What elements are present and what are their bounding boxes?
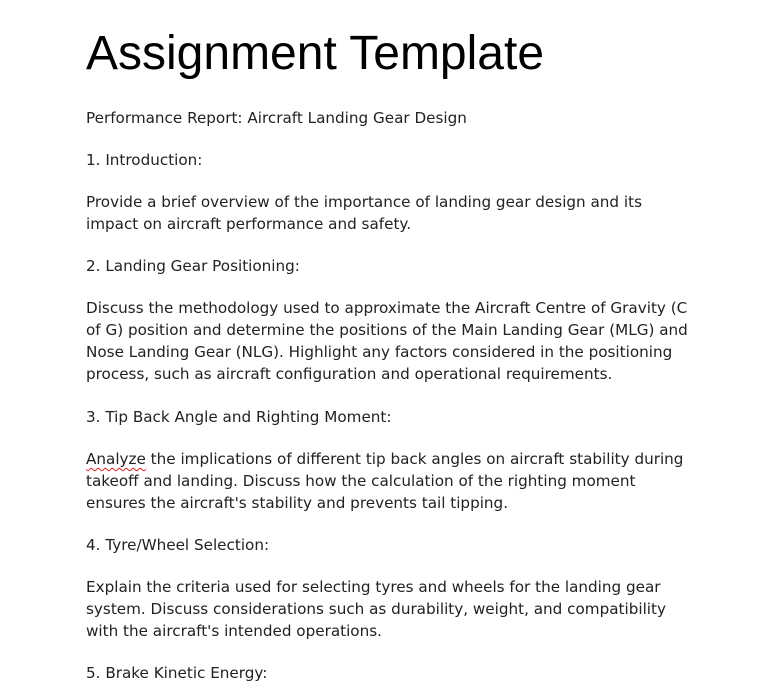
spellcheck-flagged-word[interactable]: Analyze <box>86 450 146 468</box>
section-heading-introduction: 1. Introduction: <box>86 151 203 169</box>
section-heading-tyre-wheel: 4. Tyre/Wheel Selection: <box>86 536 270 554</box>
report-subtitle: Performance Report: Aircraft Landing Gear Design <box>86 109 467 127</box>
document-title: Assignment Template <box>86 27 545 80</box>
section-body-tip-back-text: the implications of different tip back angles on aircraft stability during takeoff and landing. Discuss how the calculation of the righting moment ensures the aircraft's stability and prevents tail tipping. <box>86 450 684 512</box>
section-heading-tip-back: 3. Tip Back Angle and Righting Moment: <box>86 408 392 426</box>
section-heading-positioning: 2. Landing Gear Positioning: <box>86 257 300 275</box>
section-body-tyre-wheel: Explain the criteria used for selecting tyres and wheels for the landing gear system. Discuss considerations such as durability, weight, and compatibility with the aircraft's intended operations. <box>86 578 666 640</box>
section-body-tip-back <box>86 448 696 514</box>
section-body-introduction: Provide a brief overview of the importance of landing gear design and its impact on aircraft performance and safety. <box>86 193 642 233</box>
section-body-positioning: Discuss the methodology used to approximate the Aircraft Centre of Gravity (C of G) position and determine the positions of the Main Landing Gear (MLG) and Nose Landing Gear (NLG). Highlight any factors considered in the positioning process, such as aircraft configuration and operational requirements. <box>86 299 688 383</box>
section-heading-brake-energy: 5. Brake Kinetic Energy: <box>86 664 268 682</box>
